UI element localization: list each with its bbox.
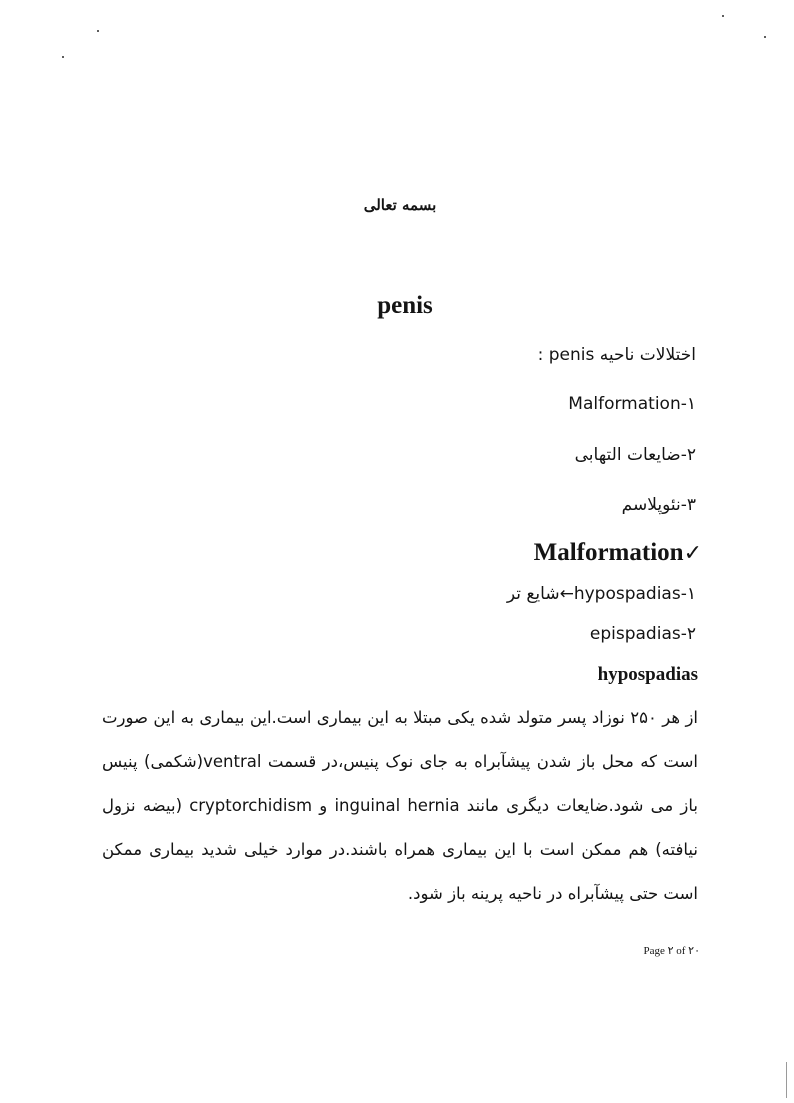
scan-speck <box>722 15 724 17</box>
category-item-neoplasm: ۳-نئوپلاسم <box>621 495 696 515</box>
malformation-item-hypospadias: ۱-hypospadias←شایع تر <box>506 584 696 604</box>
category-item-malformation: Malformation-۱ <box>568 394 696 414</box>
subsection-heading-hypospadias: hypospadias <box>597 664 698 685</box>
scan-speck <box>97 30 99 32</box>
scan-speck <box>62 56 64 58</box>
malformation-item-epispadias: ۲-epispadias <box>589 624 696 644</box>
page-number-footer: Page ۲ of ۲۰ <box>643 945 700 957</box>
scan-speck <box>764 36 766 38</box>
checkmark-icon: ✓ <box>683 541 702 566</box>
page-edge-line <box>786 1062 787 1098</box>
section-heading-malformation <box>534 539 702 567</box>
page-title: penis <box>377 292 433 319</box>
intro-line: اختلالات ناحیه penis : <box>537 345 696 365</box>
category-item-inflammatory: ۲-ضایعات التهابی <box>574 445 696 465</box>
blessing-heading: بسمه تعالی <box>363 196 437 214</box>
section-heading-text: Malformation <box>533 539 684 566</box>
hypospadias-paragraph: از هر ۲۵۰ نوزاد پسر متولد شده یکی مبتلا به این بیماری است.این بیماری به این صورت است که محل باز شدن پیشآبراه به جای نوک پنیس،در قسمت ventral(شکمی) پنیس باز می شود.ضایعات دیگری مانند inguinal hernia و cryptorchidism (بیضه نزول نیافته) هم ممکن است با این بیماری همراه باشند.در موارد خیلی شدید بیماری ممکن است حتی پیشآبراه در ناحیه پرینه باز شود. <box>102 708 698 903</box>
